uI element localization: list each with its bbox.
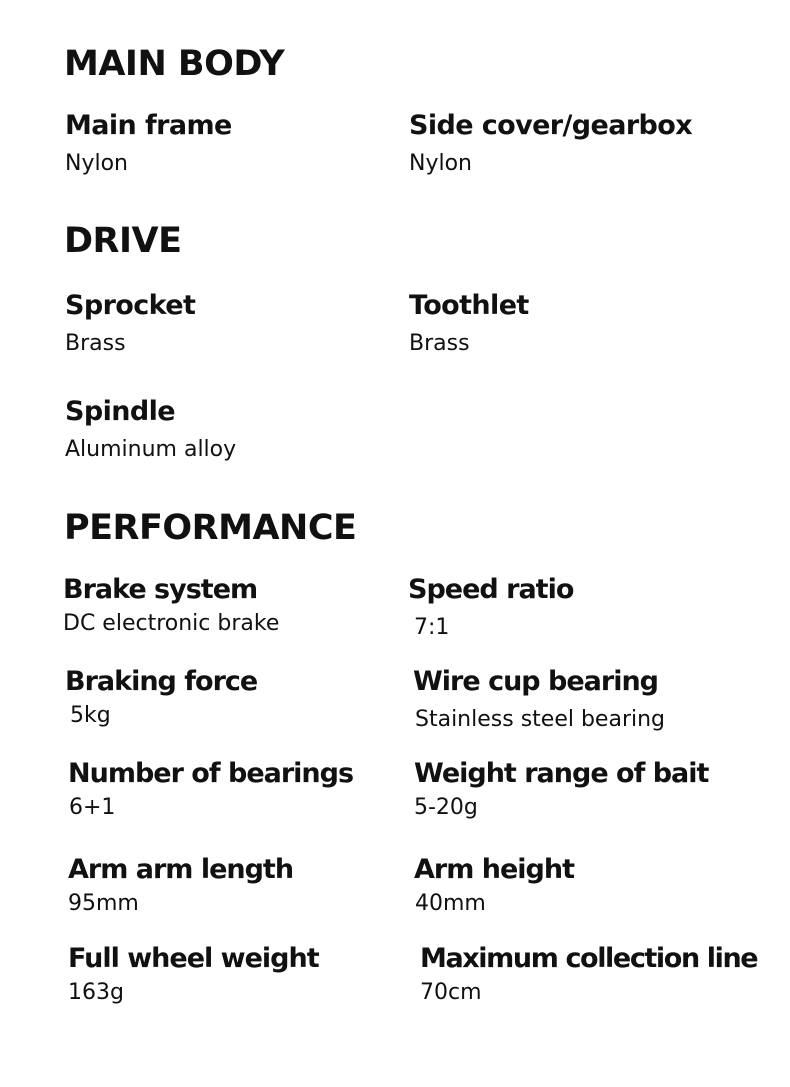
spec-side-cover-gearbox <box>409 112 692 175</box>
spec-arm-height <box>414 856 574 915</box>
spec-speed-ratio <box>408 576 573 639</box>
spec-label: Number of bearings <box>68 758 354 789</box>
spec-value: 40mm <box>415 891 486 916</box>
spec-value: 70cm <box>420 980 482 1005</box>
spec-label: Full wheel weight <box>68 943 319 974</box>
spec-maximum-collection-line <box>420 945 757 1004</box>
spec-label: Toothlet <box>409 290 529 321</box>
spec-value: 5-20g <box>414 795 478 820</box>
spec-value: Nylon <box>409 151 472 176</box>
spec-brake-system <box>63 576 279 635</box>
spec-label: Spindle <box>65 396 175 427</box>
spec-sprocket <box>65 292 195 355</box>
spec-label: Brake system <box>63 574 258 605</box>
spec-value: Stainless steel bearing <box>415 707 666 732</box>
section-title-drive: DRIVE <box>64 221 182 261</box>
spec-label: Wire cup bearing <box>413 666 658 697</box>
spec-label: Braking force <box>65 666 258 697</box>
spec-weight-range-of-bait <box>414 760 708 819</box>
spec-label: Weight range of bait <box>414 758 709 789</box>
spec-toothlet <box>409 292 529 355</box>
spec-wire-cup-bearing <box>413 668 665 731</box>
spec-label: Speed ratio <box>408 574 574 605</box>
spec-spindle <box>65 398 236 461</box>
spec-main-frame <box>65 112 232 175</box>
spec-value: Brass <box>409 331 470 356</box>
spec-label: Arm arm length <box>68 854 294 885</box>
spec-full-wheel-weight <box>68 945 319 1004</box>
spec-label: Sprocket <box>65 290 196 321</box>
spec-value: 5kg <box>70 703 111 728</box>
spec-number-of-bearings <box>68 760 353 819</box>
spec-value: Aluminum alloy <box>65 437 237 462</box>
spec-braking-force <box>65 668 257 727</box>
spec-label: Side cover/gearbox <box>409 110 693 141</box>
spec-value: Brass <box>65 331 126 356</box>
spec-value: Nylon <box>65 151 128 176</box>
section-title-main-body: MAIN BODY <box>64 44 285 84</box>
section-title-performance: PERFORMANCE <box>64 508 357 548</box>
spec-value: 6+1 <box>69 795 116 820</box>
spec-value: 163g <box>68 980 124 1005</box>
spec-label: Main frame <box>65 110 232 141</box>
spec-label: Arm height <box>414 854 574 885</box>
spec-value: DC electronic brake <box>63 611 280 636</box>
spec-arm-arm-length <box>68 856 293 915</box>
spec-label: Maximum collection line <box>420 943 758 974</box>
spec-value: 7:1 <box>414 615 450 640</box>
spec-value: 95mm <box>68 891 139 916</box>
